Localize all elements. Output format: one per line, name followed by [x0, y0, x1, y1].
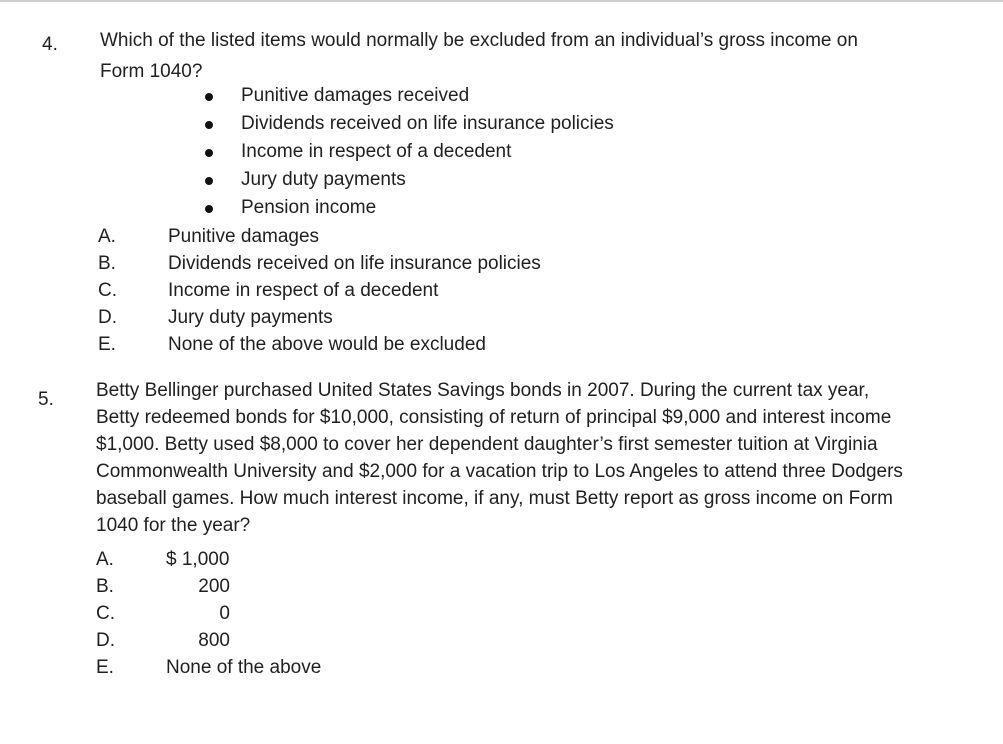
answer-choice-a[interactable]: [96, 546, 496, 573]
listed-items: [203, 84, 614, 224]
answer-choice-e[interactable]: [96, 654, 496, 681]
question-number: 4.: [42, 34, 58, 55]
list-item: Pension income: [203, 196, 614, 224]
choice-letter: A.: [96, 549, 114, 570]
question-text-line1: Which of the listed items would normally be excluded from an individual’s gross income on: [100, 30, 858, 51]
answer-choices: [96, 546, 496, 681]
question-text-line: Betty redeemed bonds for $10,000, consisting of return of principal $9,000 and interest income: [96, 407, 892, 428]
question-text-line: $1,000. Betty used $8,000 to cover her dependent daughter’s first semester tuition at Virginia: [96, 434, 878, 455]
choice-amount: 200: [198, 576, 230, 597]
choice-letter: A.: [98, 226, 116, 247]
list-item: Punitive damages received: [203, 84, 614, 112]
list-item: Income in respect of a decedent: [203, 140, 614, 168]
answer-choice-b[interactable]: [98, 250, 698, 277]
question-text-line: 1040 for the year?: [96, 515, 251, 536]
answer-choice-e[interactable]: [98, 331, 698, 358]
choice-letter: B.: [96, 576, 114, 597]
top-rule: [0, 0, 1003, 2]
choice-text: Income in respect of a decedent: [168, 280, 439, 301]
choice-text: Jury duty payments: [168, 307, 333, 328]
list-item: Dividends received on life insurance policies: [203, 112, 614, 140]
answer-choice-b[interactable]: [96, 573, 496, 600]
question-text-line: Commonwealth University and $2,000 for a vacation trip to Los Angeles to attend three Dodgers: [96, 461, 903, 482]
choice-amount: 0: [219, 603, 230, 624]
list-item: Jury duty payments: [203, 168, 614, 196]
choice-letter: D.: [96, 630, 115, 651]
answer-choice-d[interactable]: [96, 627, 496, 654]
question-text-line: baseball games. How much interest income, if any, must Betty report as gross income on Form: [96, 488, 893, 509]
answer-choices: [98, 223, 698, 358]
answer-choice-c[interactable]: [98, 277, 698, 304]
answer-choice-c[interactable]: [96, 600, 496, 627]
question-text-line2: Form 1040?: [100, 61, 203, 82]
answer-choice-d[interactable]: [98, 304, 698, 331]
choice-letter: E.: [96, 657, 114, 678]
answer-choice-a[interactable]: [98, 223, 698, 250]
question-number: 5.: [38, 389, 54, 410]
choice-text: None of the above would be excluded: [168, 334, 486, 355]
choice-letter: B.: [98, 253, 116, 274]
choice-amount: 800: [198, 630, 230, 651]
choice-letter: E.: [98, 334, 116, 355]
question-text-line: Betty Bellinger purchased United States Savings bonds in 2007. During the current tax year,: [96, 380, 870, 401]
choice-letter: C.: [98, 280, 117, 301]
choice-text: None of the above: [166, 657, 322, 678]
choice-letter: C.: [96, 603, 115, 624]
choice-amount: $ 1,000: [166, 549, 230, 570]
choice-text: Dividends received on life insurance policies: [168, 253, 541, 274]
choice-letter: D.: [98, 307, 117, 328]
choice-text: Punitive damages: [168, 226, 320, 247]
